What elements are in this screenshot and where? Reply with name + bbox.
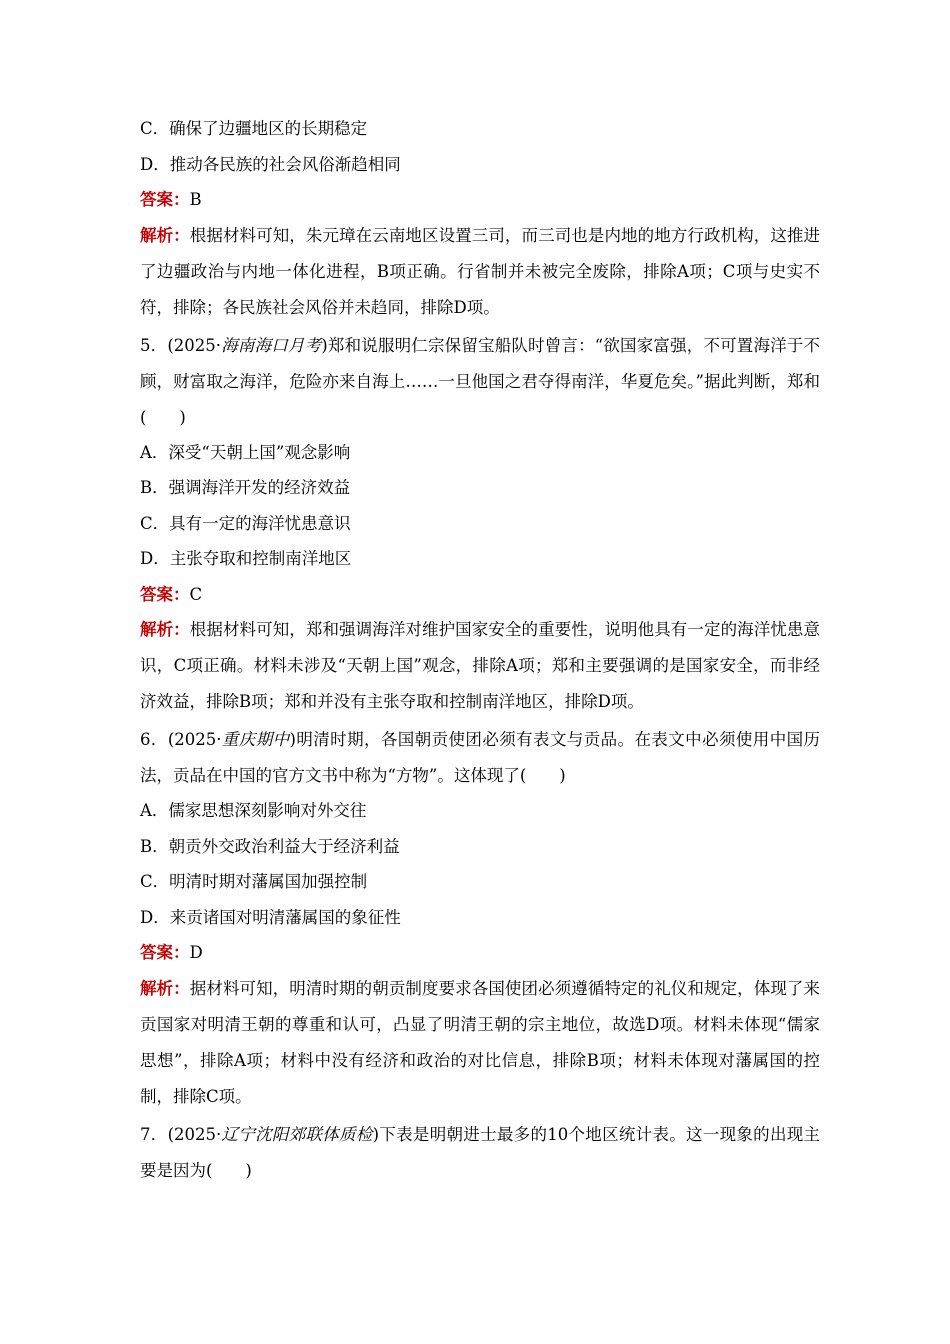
analysis-label: 解析： [140, 620, 190, 639]
question-source: (2025·海南海口月考) [167, 335, 328, 355]
answer-label: 答案： [140, 190, 190, 209]
question-source: (2025·辽宁沈阳郊联体质检) [167, 1124, 380, 1144]
q5-stem [140, 328, 820, 436]
analysis-text: 据材料可知，明清时期的朝贡制度要求各国使团必须遵循特定的礼仪和规定，体现了来贡国家对明清王朝的尊重和认可，凸显了明清王朝的宗主地位，故选D项。材料未体现“儒家思想”，排除A项；材料中没有经济和政治的对比信息，排除B项；材料未体现对藩属国的控制，排除C项。 [140, 978, 821, 1106]
analysis-label: 解析： [140, 978, 190, 998]
q6-stem [140, 722, 820, 794]
q4-option-d[interactable]: D．推动各民族的社会风俗渐趋相同 [140, 154, 401, 174]
analysis-text: 根据材料可知，郑和强调海洋对维护国家安全的重要性，说明他具有一定的海洋忧患意识，C项正确。材料未涉及“天朝上国”观念，排除A项；郑和主要强调的是国家安全，而非经济效益，排除B项；郑和并没有主张夺取和控制南洋地区，排除D项。 [140, 620, 821, 711]
q7-stem [140, 1117, 820, 1189]
answer-value: B [189, 190, 202, 209]
answer-label: 答案： [140, 943, 190, 962]
answer-value: D [189, 943, 203, 962]
q4-analysis [140, 218, 820, 326]
question-source: (2025·重庆期中) [167, 730, 296, 749]
q5-option-b[interactable]: B．强调海洋开发的经济效益 [140, 478, 351, 497]
q4-option-c[interactable]: C．确保了边疆地区的长期稳定 [140, 119, 368, 138]
q6-option-a[interactable]: A．儒家思想深刻影响对外交往 [140, 801, 367, 820]
analysis-label: 解析： [140, 225, 190, 245]
question-text: 郑和说服明仁宗保留宝船队时曾言：“欲国家富强，不可置海洋于不顾，财富取之海洋，危险亦来自海上……一旦他国之君夺得南洋，华夏危矣。”据此判断，郑和( ) [140, 335, 821, 427]
q5-analysis [140, 612, 820, 720]
answer-label: 答案： [140, 584, 190, 604]
q5-option-c[interactable]: C．具有一定的海洋忧患意识 [140, 513, 351, 533]
question-number: 7． [140, 1124, 168, 1144]
q6-option-b[interactable]: B．朝贡外交政治利益大于经济利益 [140, 836, 400, 856]
q6-option-d[interactable]: D．来贡诸国对明清藩属国的象征性 [140, 907, 401, 927]
question-number: 6． [140, 730, 168, 749]
q5-option-d[interactable]: D．主张夺取和控制南洋地区 [140, 549, 352, 568]
q6-analysis [140, 971, 820, 1115]
question-text: 明清时期，各国朝贡使团必须有表文与贡品。在表文中必须使用中国历法，贡品在中国的官方文书中称为“方物”。这体现了( ) [140, 730, 821, 785]
answer-value: C [189, 584, 203, 604]
analysis-text: 根据材料可知，朱元璋在云南地区设置三司，而三司也是内地的地方行政机构，这推进了边疆政治与内地一体化进程，B项正确。行省制并未被完全废除，排除A项；C项与史实不符，排除；各民族社会风俗并未趋同，排除D项。 [140, 225, 821, 317]
q6-option-c[interactable]: C．明清时期对藩属国加强控制 [140, 872, 368, 891]
document-page [140, 118, 820, 1189]
q5-option-a[interactable]: A．深受“天朝上国”观念影响 [140, 442, 351, 462]
question-text: 下表是明朝进士最多的10个地区统计表。这一现象的出现主要是因为( ) [140, 1124, 821, 1180]
question-number: 5． [140, 335, 168, 355]
